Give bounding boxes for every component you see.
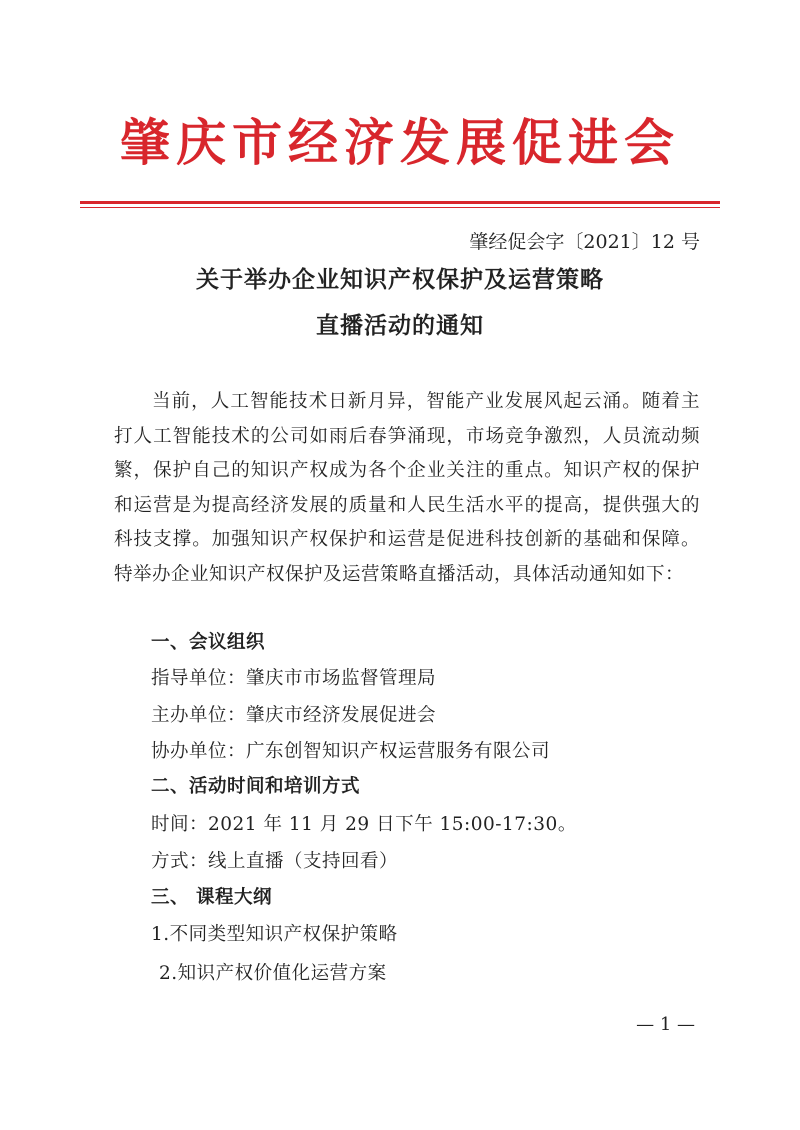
- section-heading-organization: 一、会议组织: [151, 632, 266, 653]
- intro-paragraph: 当前，人工智能技术日新月异，智能产业发展风起云涌。随着主打人工智能技术的公司如雨后春笋涌现，市场竞争激烈，人员流动频繁，保护自己的知识产权成为各个企业关注的重点。知识产权的保护和运营是为提高经济发展的质量和人民生活水平的提高，提供强大的科技支撑。加强知识产权保护和运营是促进科技创新的基础和保障。特举办企业知识产权保护及运营策略直播活动，具体活动通知如下：: [114, 391, 700, 585]
- event-method: 方式：线上直播（支持回看）: [151, 851, 399, 872]
- guide-unit: 指导单位：肇庆市市场监督管理局: [151, 668, 437, 689]
- document-title-line1: 关于举办企业知识产权保护及运营策略: [196, 266, 604, 293]
- red-divider-thick: [80, 201, 720, 204]
- org-title: 肇庆市经济发展促进会: [120, 113, 680, 172]
- document-number: 肇经促会字〔2021〕12 号: [469, 231, 700, 253]
- outline-item-1: 1.不同类型知识产权保护策略: [151, 924, 398, 945]
- section-heading-time-method: 二、活动时间和培训方式: [151, 776, 361, 797]
- outline-item-2: 2.知识产权价值化运营方案: [159, 963, 387, 984]
- red-divider-thin: [80, 207, 720, 208]
- co-host-unit: 协办单位：广东创智知识产权运营服务有限公司: [151, 741, 551, 762]
- section-heading-outline: 三、 课程大纲: [151, 887, 272, 908]
- host-unit: 主办单位：肇庆市经济发展促进会: [151, 705, 437, 726]
- event-time: 时间：2021 年 11 月 29 日下午 15:00-17:30。: [151, 814, 577, 835]
- page-number: — 1 —: [636, 1014, 695, 1035]
- document-title-line2: 直播活动的通知: [316, 312, 484, 339]
